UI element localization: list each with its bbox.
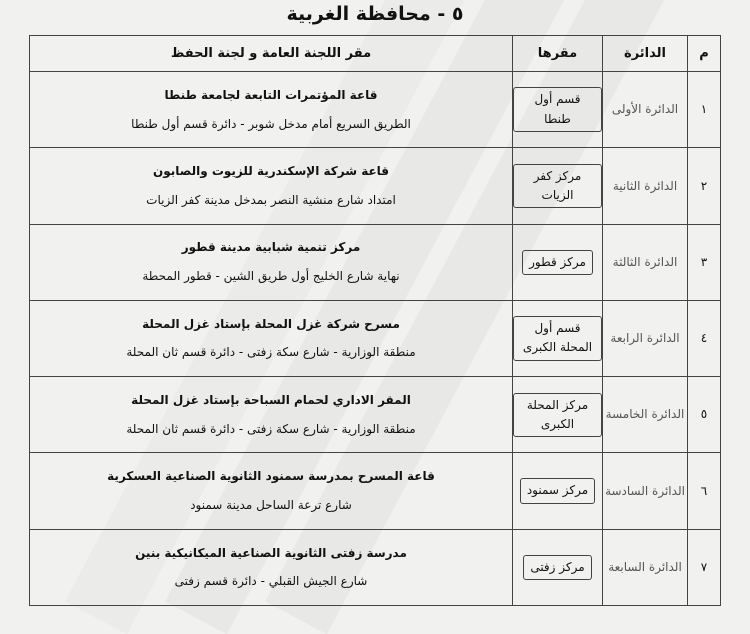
row-district (603, 300, 688, 376)
header-district: الدائرة (603, 36, 688, 72)
hq-box: مركز زفتى (523, 555, 591, 580)
row-hq (513, 72, 603, 148)
venue-name: مدرسة زفتى الثانوية الصناعية الميكانيكية بنين (135, 545, 407, 560)
header-num: م (688, 36, 721, 72)
row-hq (513, 224, 603, 300)
row-hq (513, 453, 603, 529)
venue-name: قاعة المسرح بمدرسة سمنود الثانوية الصناعية العسكرية (107, 469, 435, 484)
district-label: الدائرة السادسة (605, 483, 685, 498)
venue-address: منطقة الوزارية - شارع سكة زفتى - دائرة قسم ثان المحلة (126, 421, 416, 436)
district-label: الدائرة السابعة (608, 559, 682, 574)
row-num: ١ (688, 72, 721, 148)
table-row (30, 300, 721, 376)
row-venue (30, 224, 513, 300)
venue-name: المقر الاداري لحمام السباحة بإستاد غزل المحلة (131, 392, 411, 407)
hq-box: مركز سمنود (520, 478, 595, 503)
venue-address: شارع ترعة الساحل مدينة سمنود (190, 498, 352, 513)
venue-address: منطقة الوزارية - شارع سكة زفتى - دائرة قسم ثان المحلة (126, 345, 416, 360)
district-label: الدائرة الخامسة (605, 407, 685, 422)
committees-table (29, 35, 721, 606)
header-hq: مقرها (513, 36, 603, 72)
row-district (603, 453, 688, 529)
row-venue (30, 453, 513, 529)
row-num: ٦ (688, 453, 721, 529)
row-hq (513, 377, 603, 453)
venue-name: مسرح شركة غزل المحلة بإستاد غزل المحلة (142, 316, 400, 331)
venue-address: الطريق السريع أمام مدخل شوبر - دائرة قسم أول طنطا (131, 116, 411, 131)
row-venue (30, 300, 513, 376)
row-district (603, 529, 688, 605)
district-label: الدائرة الرابعة (610, 331, 680, 346)
row-num: ٧ (688, 529, 721, 605)
hq-box: مركز المحلة الكبرى (513, 393, 602, 437)
table-row (30, 453, 721, 529)
row-hq (513, 300, 603, 376)
district-label: الدائرة الثانية (612, 178, 678, 193)
row-num: ٢ (688, 148, 721, 224)
venue-name: قاعة المؤتمرات التابعة لجامعة طنطا (164, 87, 378, 102)
row-venue (30, 148, 513, 224)
table-header-row (30, 36, 721, 72)
table-row (30, 529, 721, 605)
hq-box: مركز كفر الزيات (513, 164, 602, 208)
row-district (603, 148, 688, 224)
hq-box: قسم أول طنطا (513, 87, 602, 131)
hq-box: قسم أول المحلة الكبرى (513, 316, 602, 360)
row-venue (30, 377, 513, 453)
table-row (30, 224, 721, 300)
row-num: ٥ (688, 377, 721, 453)
page-title: ٥ - محافظة الغربية (286, 3, 464, 25)
venue-address: امتداد شارع منشية النصر بمدخل مدينة كفر الزيات (146, 192, 396, 207)
table-row (30, 148, 721, 224)
row-district (603, 224, 688, 300)
row-district (603, 377, 688, 453)
row-venue (30, 72, 513, 148)
row-venue (30, 529, 513, 605)
venue-name: مركز تنمية شبابية مدينة قطور (181, 240, 361, 255)
district-label: الدائرة الثالثة (612, 254, 678, 269)
venue-name: قاعة شركة الإسكندرية للزيوت والصابون (152, 164, 390, 179)
row-district (603, 72, 688, 148)
venue-address: نهاية شارع الخليج أول طريق الشين - قطور المحطة (142, 269, 400, 284)
row-hq (513, 529, 603, 605)
row-num: ٤ (688, 300, 721, 376)
table-row (30, 72, 721, 148)
row-hq (513, 148, 603, 224)
hq-box: مركز قطور (522, 250, 593, 275)
row-num: ٣ (688, 224, 721, 300)
table-row (30, 377, 721, 453)
district-label: الدائرة الأولى (611, 102, 679, 117)
venue-address: شارع الجيش القبلي - دائرة قسم زفتى (174, 574, 368, 589)
header-venue: مقر اللجنة العامة و لجنة الحفظ (30, 36, 513, 72)
